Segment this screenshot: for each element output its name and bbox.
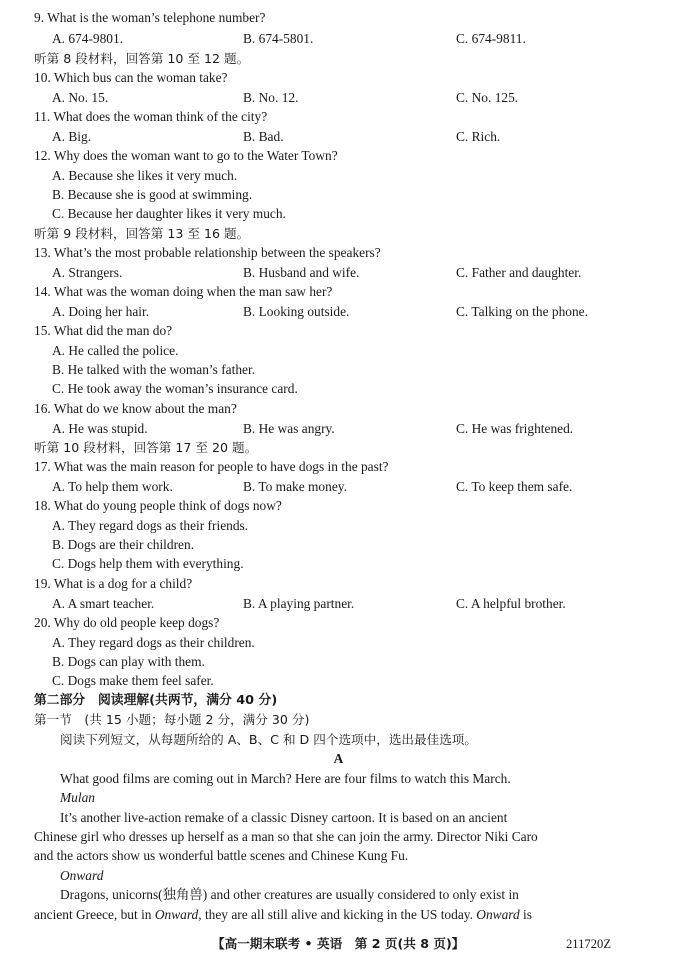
- passage-line: It’s another live-action remake of a classic Disney cartoon. It is based on an ancient: [60, 810, 508, 825]
- option-c: C. Because her daughter likes it very much.: [52, 206, 286, 221]
- option-c: C. He was frightened.: [456, 421, 574, 436]
- option-b: B. No. 12.: [243, 90, 299, 105]
- question-stem: 20. Why do old people keep dogs?: [34, 615, 220, 630]
- option-c: C. Dogs make them feel safer.: [52, 673, 214, 688]
- option-a: A. Strangers.: [52, 265, 123, 280]
- question-stem: 12. Why does the woman want to go to the Water Town?: [34, 148, 338, 163]
- option-a: A. He called the police.: [52, 343, 179, 358]
- question-stem: 11. What does the woman think of the city?: [34, 109, 268, 124]
- page-footer-title: 【高一期末联考 • 英语 第 2 页(共 8 页)】: [212, 936, 465, 951]
- listening-instruction: 听第 9 段材料，回答第 13 至 16 题。: [34, 226, 250, 241]
- option-c: C. To keep them safe.: [456, 479, 573, 494]
- option-b: B. Bad.: [243, 129, 284, 144]
- option-c: C. 674-9811.: [456, 31, 526, 46]
- option-c: C. Talking on the phone.: [456, 304, 588, 319]
- option-b: B. He was angry.: [243, 421, 335, 436]
- question-stem: 18. What do young people think of dogs now?: [34, 498, 282, 513]
- passage-label: A: [333, 751, 344, 766]
- option-a: A. Big.: [52, 129, 92, 144]
- option-c: C. Father and daughter.: [456, 265, 582, 280]
- option-b: B. A playing partner.: [243, 596, 355, 611]
- passage-line: [34, 906, 532, 924]
- text-span: is: [519, 907, 532, 922]
- option-b: B. Dogs are their children.: [52, 537, 195, 552]
- text-span: ancient Greece, but in: [34, 907, 155, 922]
- option-b: B. Looking outside.: [243, 304, 350, 319]
- option-a: A. Doing her hair.: [52, 304, 150, 319]
- passage-line: Dragons, unicorns(独角兽) and other creatures are usually considered to only exist in: [60, 887, 519, 902]
- question-stem: 17. What was the main reason for people to have dogs in the past?: [34, 459, 389, 474]
- question-stem: 9. What is the woman’s telephone number?: [34, 10, 266, 25]
- film-title-inline: Onward: [154, 907, 199, 922]
- option-b: B. 674-5801.: [243, 31, 314, 46]
- option-b: B. He talked with the woman’s father.: [52, 362, 256, 377]
- passage-line: and the actors show us wonderful battle scenes and Chinese Kung Fu.: [34, 848, 409, 863]
- part-heading: 第二部分 阅读理解(共两节，满分 40 分): [34, 693, 278, 708]
- option-a: A. They regard dogs as their friends.: [52, 518, 249, 533]
- question-stem: 19. What is a dog for a child?: [34, 576, 193, 591]
- section-heading: 第一节 (共 15 小题；每小题 2 分，满分 30 分): [34, 712, 310, 727]
- reading-direction: 阅读下列短文，从每题所给的 A、B、C 和 D 四个选项中，选出最佳选项。: [60, 732, 477, 747]
- listening-instruction: 听第 10 段材料，回答第 17 至 20 题。: [34, 440, 258, 455]
- listening-instruction: 听第 8 段材料，回答第 10 至 12 题。: [34, 51, 250, 66]
- option-a: A. He was stupid.: [52, 421, 148, 436]
- text-span: , they are all still alive and kicking in the US today.: [198, 907, 477, 922]
- option-a: A. Because she likes it very much.: [52, 168, 238, 183]
- option-b: B. To make money.: [243, 479, 347, 494]
- option-a: A. 674-9801.: [52, 31, 124, 46]
- option-c: C. He took away the woman’s insurance card.: [52, 381, 298, 396]
- option-c: C. A helpful brother.: [456, 596, 566, 611]
- question-stem: 16. What do we know about the man?: [34, 401, 237, 416]
- option-c: C. Rich.: [456, 129, 501, 144]
- question-stem: 15. What did the man do?: [34, 323, 173, 338]
- option-a: A. A smart teacher.: [52, 596, 155, 611]
- option-b: B. Because she is good at swimming.: [52, 187, 253, 202]
- passage-intro: What good films are coming out in March? Here are four films to watch this March.: [60, 771, 511, 786]
- film-title: Mulan: [60, 790, 95, 805]
- question-stem: 13. What’s the most probable relationship between the speakers?: [34, 245, 381, 260]
- option-a: A. No. 15.: [52, 90, 109, 105]
- option-c: C. No. 125.: [456, 90, 519, 105]
- page-footer-code: 211720Z: [566, 937, 612, 951]
- option-a: A. To help them work.: [52, 479, 173, 494]
- option-a: A. They regard dogs as their children.: [52, 635, 255, 650]
- question-stem: 14. What was the woman doing when the man saw her?: [34, 284, 333, 299]
- film-title-inline: Onward: [476, 907, 520, 922]
- passage-line: Chinese girl who dresses up herself as a man so that she can join the army. Director Niki Caro: [34, 829, 538, 844]
- option-b: B. Dogs can play with them.: [52, 654, 205, 669]
- film-title: Onward: [60, 868, 104, 883]
- question-stem: 10. Which bus can the woman take?: [34, 70, 228, 85]
- option-c: C. Dogs help them with everything.: [52, 556, 244, 571]
- option-b: B. Husband and wife.: [243, 265, 360, 280]
